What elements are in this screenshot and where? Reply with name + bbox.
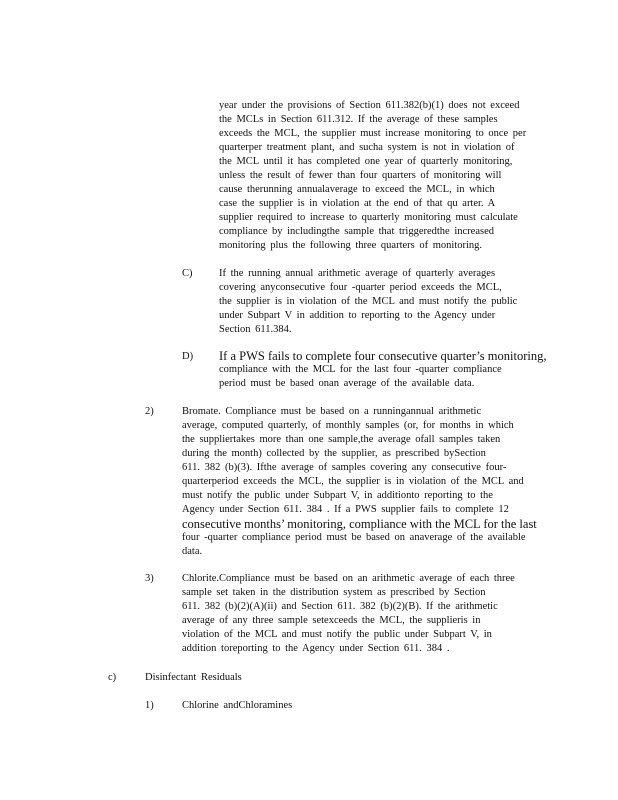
bromate-line: during the month) collected by the supplier, as prescribed bySection xyxy=(182,448,486,459)
intro-line: cause therunning annualaverage to exceed the MCL, in which xyxy=(219,184,495,195)
chlorite-line: sample set taken in the distribution system as prescribed by Section xyxy=(182,587,486,598)
bromate-line: Agency under Section 611. 384 . If a PWS supplier fails to complete 12 xyxy=(182,504,509,515)
item-3-marker: 3) xyxy=(145,573,154,584)
intro-line: exceeds the MCL, the supplier must increase monitoring to once per xyxy=(219,128,527,139)
item-c1-marker: 1) xyxy=(145,700,154,711)
bromate-line: quarterperiod exceeds the MCL, the supplier is in violation of the MCL and xyxy=(182,476,524,487)
bromate-line: four -quarter compliance period must be based on anaverage of the available xyxy=(182,532,526,543)
bromate-line: data. xyxy=(182,546,203,557)
bromate-line: average, computed quarterly, of monthly samples (or, for months in which xyxy=(182,420,514,431)
item-d-first-line: If a PWS fails to complete four consecutive quarter’s monitoring, xyxy=(219,349,547,363)
intro-line: quarterper treatment plant, and sucha system is not in violation of xyxy=(219,142,515,153)
bromate-paragraph xyxy=(182,405,547,559)
item-d-marker: D) xyxy=(182,351,194,362)
chlorite-line: addition toreporting to the Agency under Section 611. 384 . xyxy=(182,643,450,654)
item-2-marker: 2) xyxy=(145,406,154,417)
bromate-line: 611. 382 (b)(3). Ifthe average of samples covering any consecutive four- xyxy=(182,462,507,473)
item-c1-heading: Chlorine andChloramines xyxy=(182,700,293,711)
intro-line: unless the result of fewer than four quarters of monitoring will xyxy=(219,170,502,181)
item-d-paragraph xyxy=(219,349,549,391)
chlorite-line: 611. 382 (b)(2)(A)(ii) and Section 611. 382 (b)(2)(B). If the arithmetic xyxy=(182,601,498,612)
section-c-marker: c) xyxy=(108,672,117,683)
intro-line: year under the provisions of Section 611.382(b)(1) does not exceed xyxy=(219,100,520,111)
item-d-line: period must be based onan average of the available data. xyxy=(219,378,475,389)
item-c-line: covering anyconsecutive four -quarter period exceeds the MCL, xyxy=(219,282,502,293)
chlorite-line: violation of the MCL and must notify the public under Subpart V, in xyxy=(182,629,492,640)
chlorite-line: average of any three sample setexceeds the MCL, the supplieris in xyxy=(182,615,481,626)
item-c-line: under Subpart V in addition to reporting to the Agency under xyxy=(219,310,496,321)
section-c-heading: Disinfectant Residuals xyxy=(145,672,242,683)
item-c-marker: C) xyxy=(182,268,193,279)
bromate-line: the suppliertakes more than one sample,the average ofall samples taken xyxy=(182,434,501,445)
intro-line: compliance by includingthe sample that triggeredthe increased xyxy=(219,226,494,237)
chlorite-paragraph xyxy=(182,572,547,656)
chlorite-line: Chlorite.Compliance must be based on an arithmetic average of each three xyxy=(182,573,515,584)
intro-line: case the supplier is in violation at the end of that qu arter. A xyxy=(219,198,496,209)
intro-paragraph xyxy=(219,99,549,253)
item-c-paragraph xyxy=(219,267,549,337)
bromate-big-line: consecutive months’ monitoring, compliance with the MCL for the last xyxy=(182,517,537,531)
intro-line: monitoring plus the following three quarters of monitoring. xyxy=(219,240,483,251)
intro-line: the MCLs in Section 611.312. If the average of these samples xyxy=(219,114,498,125)
item-c-line: the supplier is in violation of the MCL and must notify the public xyxy=(219,296,518,307)
bromate-line: Bromate. Compliance must be based on a runningannual arithmetic xyxy=(182,406,482,417)
item-d-line: compliance with the MCL for the last four -quarter compliance xyxy=(219,364,502,375)
intro-line: the MCL until it has completed one year of quarterly monitoring, xyxy=(219,156,513,167)
bromate-line: must notify the public under Subpart V, in additionto reporting to the xyxy=(182,490,493,501)
item-c-line: If the running annual arithmetic average of quarterly averages xyxy=(219,268,496,279)
intro-line: supplier required to increase to quarterly monitoring must calculate xyxy=(219,212,518,223)
item-c-line: Section 611.384. xyxy=(219,324,292,335)
